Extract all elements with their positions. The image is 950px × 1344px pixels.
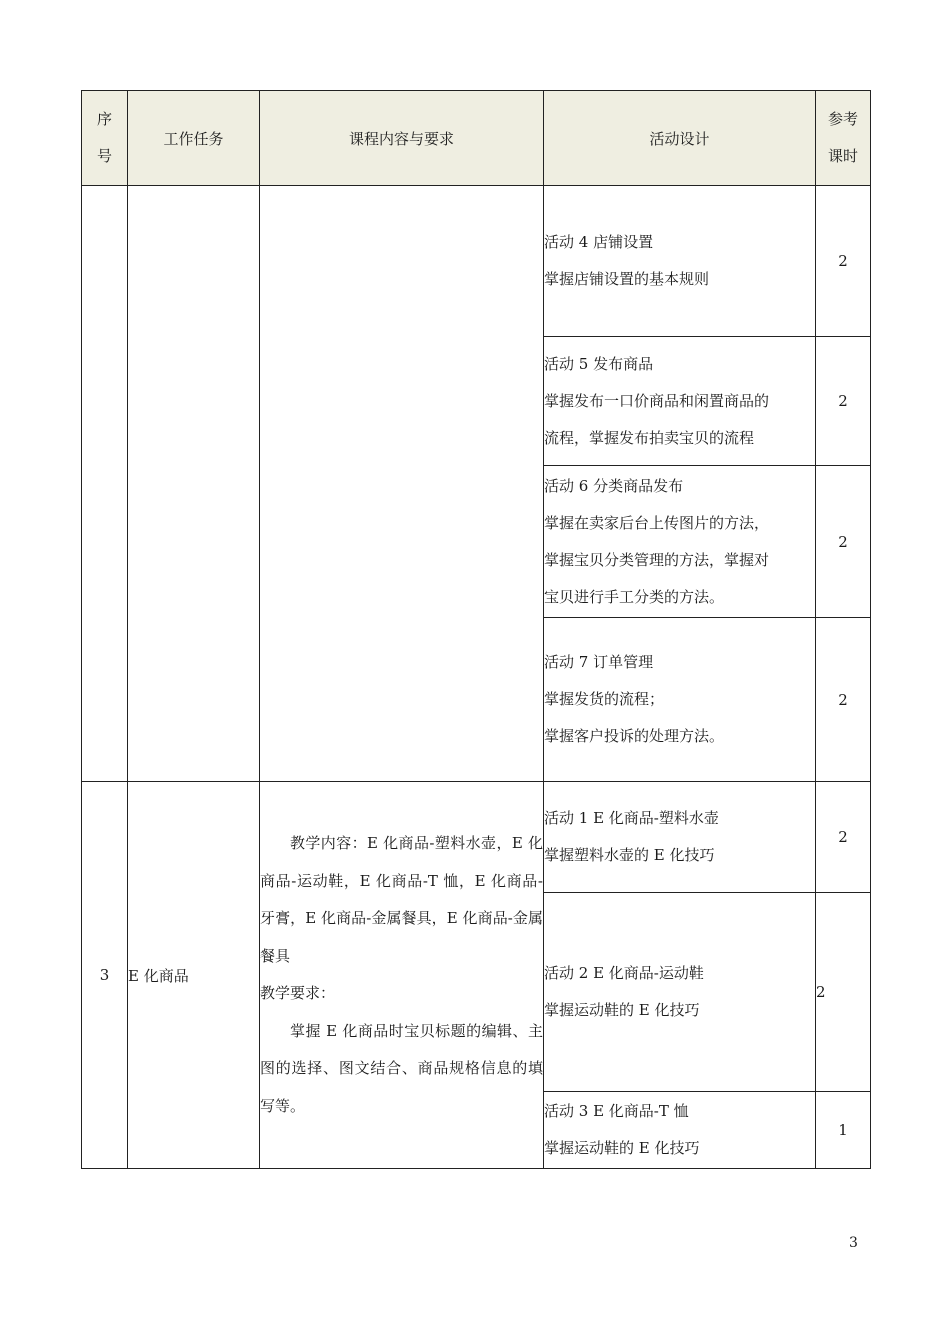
hours-cell: 2: [816, 782, 871, 893]
activity-title: 活动 4 店铺设置: [544, 233, 654, 251]
hours-cell: 1: [816, 1092, 871, 1169]
hours-cell: 2: [816, 186, 871, 337]
teaching-content: 教学内容：E 化商品-塑料水壶，E 化商品-运动鞋，E 化商品-T 恤，E 化商品-牙膏，E 化商品-金属餐具，E 化商品-金属餐具: [260, 834, 543, 965]
task-cell-empty: [128, 186, 260, 782]
activity-desc: 掌握运动鞋的 E 化技巧: [544, 1139, 700, 1157]
activity-desc: 流程，掌握发布拍卖宝贝的流程: [544, 428, 755, 447]
activity-cell: [544, 337, 816, 466]
seq-cell: 3: [82, 782, 128, 1169]
activity-title: 活动 7 订单管理: [544, 653, 654, 671]
activity-cell: [544, 893, 816, 1092]
header-task: 工作任务: [128, 91, 260, 186]
header-seq: 序 号: [82, 91, 128, 186]
hours-cell: 2: [816, 337, 871, 466]
header-hours: 参考 课时: [816, 91, 871, 186]
hours-cell: 2: [816, 466, 871, 618]
activity-desc: 掌握发货的流程；: [544, 690, 665, 708]
activity-cell: [544, 618, 816, 782]
header-content: 课程内容与要求: [260, 91, 544, 186]
activity-desc: 掌握发布一口价商品和闲置商品的: [544, 391, 770, 410]
activity-desc: 掌握宝贝分类管理的方法，掌握对: [544, 550, 770, 569]
table-row: [82, 186, 871, 337]
activity-cell: [544, 782, 816, 893]
table-header-row: [82, 91, 871, 186]
activity-desc: 掌握在卖家后台上传图片的方法，: [544, 513, 770, 532]
page-number: 3: [849, 1235, 858, 1251]
activity-title: 活动 2 E 化商品-运动鞋: [544, 964, 704, 982]
hours-cell: 2: [816, 618, 871, 782]
content-cell: [260, 782, 544, 1169]
activity-cell: [544, 466, 816, 618]
activity-desc: 掌握店铺设置的基本规则: [544, 270, 710, 288]
hours-cell: 2: [816, 893, 871, 1092]
activity-title: 活动 5 发布商品: [544, 354, 654, 373]
task-cell: E 化商品: [128, 782, 260, 1169]
activity-cell: [544, 1092, 816, 1169]
activity-title: 活动 3 E 化商品-T 恤: [544, 1102, 689, 1120]
activity-desc: 宝贝进行手工分类的方法。: [544, 587, 725, 606]
activity-desc: 掌握运动鞋的 E 化技巧: [544, 1001, 700, 1019]
activity-title: 活动 6 分类商品发布: [544, 476, 684, 495]
header-activity: 活动设计: [544, 91, 816, 186]
teaching-requirement: 掌握 E 化商品时宝贝标题的编辑、主图的选择、图文结合、商品规格信息的填写等。: [260, 1021, 543, 1115]
table-row: [82, 782, 871, 893]
teaching-requirement-label: 教学要求：: [260, 984, 336, 1002]
activity-desc: 掌握客户投诉的处理方法。: [544, 727, 725, 745]
activity-desc: 掌握塑料水壶的 E 化技巧: [544, 846, 715, 864]
course-table: [81, 90, 871, 1169]
activity-cell: [544, 186, 816, 337]
seq-cell-empty: [82, 186, 128, 782]
activity-title: 活动 1 E 化商品-塑料水壶: [544, 809, 719, 827]
content-cell-empty: [260, 186, 544, 782]
